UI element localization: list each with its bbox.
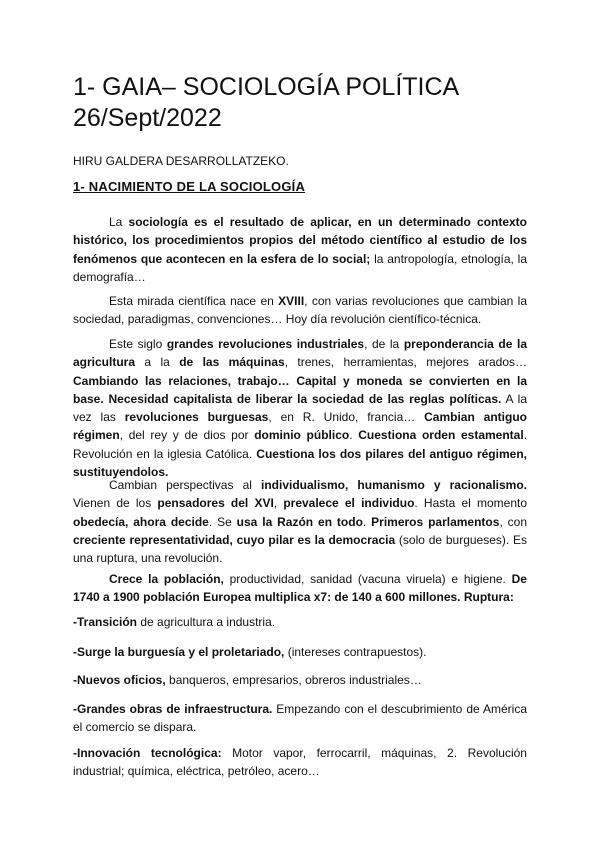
p3-s13: , del rey y de dios por xyxy=(119,428,255,443)
paragraph-3 xyxy=(73,335,527,481)
p3-s12: Cambian antiguo régimen xyxy=(73,410,528,443)
p3-s5: a la xyxy=(135,355,180,370)
p3-s9: A la vez las xyxy=(73,391,527,425)
p5-s3: De 1740 a 1900 población Europea multiplica x7: de 140 a 600 millones. Ruptura: xyxy=(73,572,527,605)
p3-s2: grandes revoluciones industriales xyxy=(166,337,365,351)
list-item xyxy=(73,744,527,781)
paragraph-5 xyxy=(73,570,527,607)
list-item-text: de agricultura a industria. xyxy=(137,615,276,629)
section-heading: 1- NACIMIENTO DE LA SOCIOLOGÍA xyxy=(73,179,306,194)
paragraph-4 xyxy=(73,476,527,567)
p5-s1: Crece la población, xyxy=(109,572,224,586)
p4-s4: pensadores del XVI xyxy=(157,496,274,511)
p4-s14: creciente representatividad, cuyo pilar es la democracia xyxy=(73,532,396,547)
list-item-bold: -Transición xyxy=(73,615,138,629)
p1-text-a: La xyxy=(109,215,129,229)
p3-s14: dominio público xyxy=(254,428,350,443)
p4-s6: prevalece el individuo xyxy=(283,496,415,511)
document-date: 26/Sept/2022 xyxy=(73,104,222,132)
list-item-text: banqueros, empresarios, obreros industriales… xyxy=(165,673,422,687)
list-item xyxy=(73,671,527,689)
list-item xyxy=(73,613,527,631)
p3-s8: Cambiando las relaciones, trabajo… Capital y moneda se convierten en la base. Necesidad capitalista de liberar la sociedad de las reglas políticas. xyxy=(73,373,527,406)
p3-s1: Este siglo xyxy=(109,337,167,351)
list-item-text: (intereses contrapuestos). xyxy=(284,645,427,659)
p4-s5: , xyxy=(273,496,284,511)
p4-s10: usa la Razón en todo xyxy=(236,514,363,529)
p3-s7: , trenes, herramientas, mejores arados… xyxy=(284,355,528,370)
p2-text-c: , con varias revoluciones que cambian la sociedad, paradigmas, convenciones… Hoy día revolución científico-técnica. xyxy=(73,294,527,327)
p3-s17: . Revolución en la iglesia Católica. xyxy=(73,428,528,461)
p4-s8: obedecía, ahora decide xyxy=(73,514,209,529)
list-item xyxy=(73,700,527,737)
p4-s11: . xyxy=(362,514,372,529)
p3-s6: de las máquinas xyxy=(179,355,285,370)
p4-s2: individualismo, humanismo y racionalismo. xyxy=(261,478,527,492)
p3-s11: , en R. Unido, francia… xyxy=(268,410,425,425)
list-item-bold: -Grandes obras de infraestructura. xyxy=(73,702,273,716)
p3-s15: . xyxy=(349,428,359,443)
p3-s4: preponderancia de la agricultura xyxy=(73,337,527,370)
list-item-bold: -Innovación tecnológica: xyxy=(73,746,222,760)
p4-s3: Vienen de los xyxy=(73,496,158,511)
p5-s2: productividad, sanidad (vacuna viruela) e higiene. xyxy=(223,572,512,586)
p4-s1: Cambian perspectivas al xyxy=(109,478,261,492)
p3-s18: Cuestiona los dos pilares del antiguo régimen, sustituyendolos. xyxy=(73,446,527,480)
paragraph-1 xyxy=(73,213,527,286)
p3-s16: Cuestiona orden estamental xyxy=(358,428,524,443)
subtitle: HIRU GALDERA DESARROLLATZEKO. xyxy=(73,154,289,168)
p4-s13: , con xyxy=(499,514,528,529)
p3-s3: , de la xyxy=(364,337,404,351)
list-item-bold: -Nuevos oficios, xyxy=(73,673,166,687)
p1-text-c: la antropología, etnología, la demografía… xyxy=(73,251,527,284)
paragraph-2 xyxy=(73,292,527,329)
p1-bold: sociología es el resultado de aplicar, en un determinado contexto histórico, los procedimientos propios del método científico al estudio de los fenómenos que acontecen en la esfera de lo social; xyxy=(73,215,528,266)
p4-s15: (solo de burgueses). Es una ruptura, una revolución. xyxy=(73,532,527,566)
p3-s10: revoluciones burguesas xyxy=(124,410,269,425)
p2-text-a: Esta mirada científica nace en xyxy=(109,294,279,308)
p4-s7: . Hasta el momento xyxy=(414,496,527,511)
p4-s9: . Se xyxy=(208,514,237,529)
list-item-text: Empezando con el descubrimiento de América el comercio se dispara. xyxy=(73,702,527,735)
list-item-text: Motor vapor, ferrocarril, máquinas, 2. Revolución industrial; química, eléctrica, petróleo, acero… xyxy=(73,746,527,779)
list-item xyxy=(73,643,527,661)
list-item-bold: -Surge la burguesía y el proletariado, xyxy=(73,645,285,659)
document-title: 1- GAIA– SOCIOLOGÍA POLÍTICA xyxy=(73,73,460,101)
p4-s12: Primeros parlamentos xyxy=(371,514,500,529)
p2-bold: XVIII xyxy=(278,294,305,308)
